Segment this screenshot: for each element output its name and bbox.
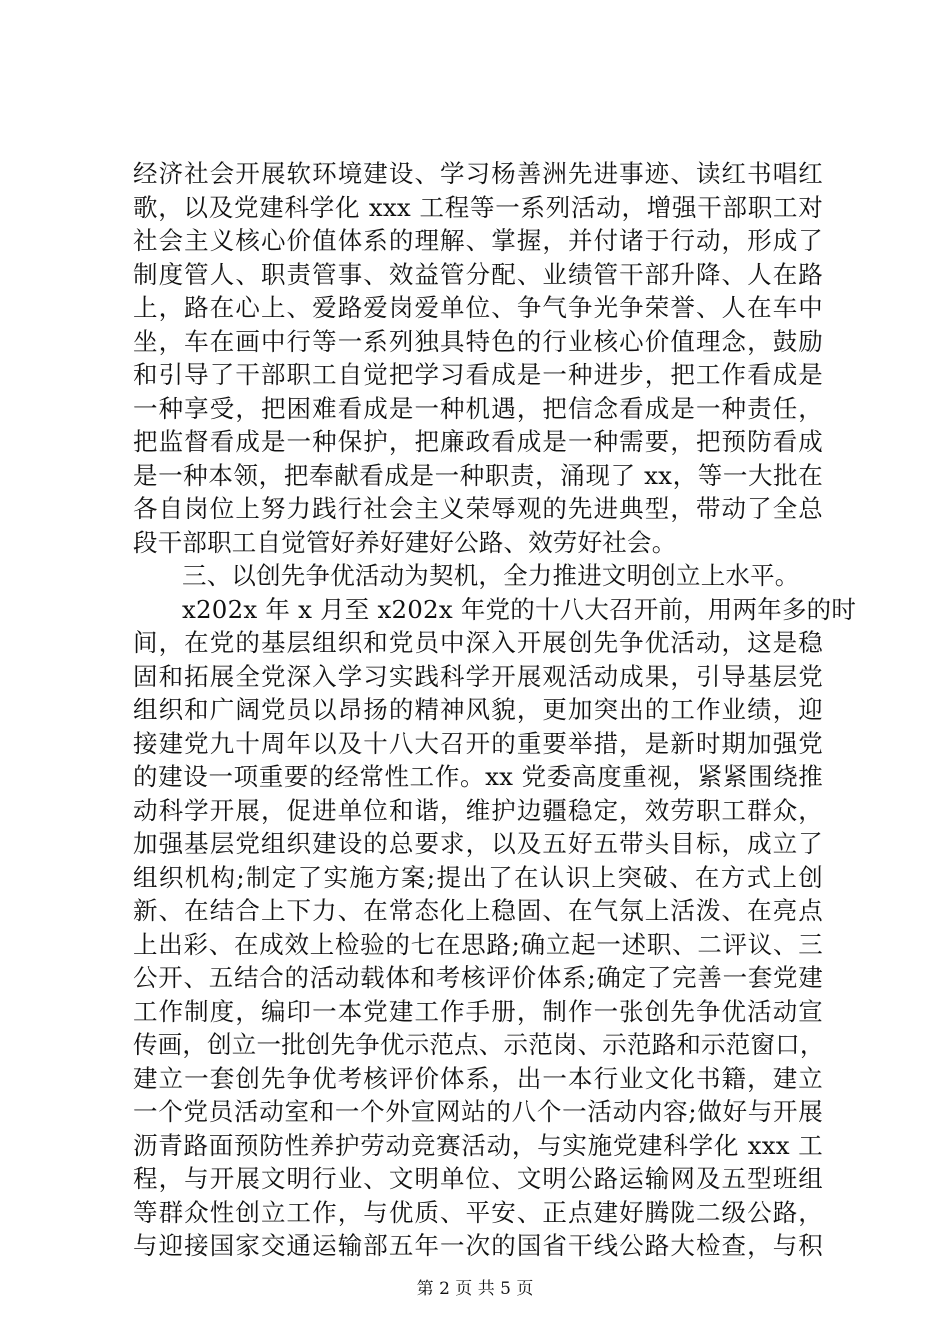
text-line: 段干部职工自觉管好养好建好公路、效劳好社会。 [133,527,677,557]
text-line: x202x 年 x 月至 x202x 年党的十八大召开前，用两年多的时 [182,594,857,624]
text-line: 工作制度，编印一本党建工作手册，制作一张创先争优活动宣 [133,996,823,1026]
text-line: 组织和广阔党员以昂扬的精神风貌，更加突出的工作业绩，迎 [133,695,823,724]
text-line: 是一种本领，把奉献看成是一种职责，涌现了 xx，等一大批在 [133,460,823,490]
text-line: 组织机构;制定了实施方案;提出了在认识上突破、在方式上创 [133,862,823,892]
text-line: 动科学开展，促进单位和谐，维护边疆稳定，效劳职工群众， [133,795,823,825]
text-line: 上，路在心上、爱路爱岗爱单位、争气争光争荣誉、人在车中 [133,293,823,322]
text-line: 各自岗位上努力践行社会主义荣辱观的先进典型，带动了全总 [133,494,823,523]
text-line: 把监督看成是一种保护，把廉政看成是一种需要，把预防看成 [133,427,823,456]
text-line: 与迎接国家交通运输部五年一次的国省干线公路大检查，与积 [133,1231,823,1260]
text-line: 程，与开展文明行业、文明单位、文明公路运输网及五型班组 [133,1164,823,1193]
text-line: 新、在结合上下力、在常态化上稳固、在气氛上活泼、在亮点 [133,896,823,925]
text-line: 固和拓展全党深入学习实践科学开展观活动成果，引导基层党 [133,661,823,691]
text-line: 经济社会开展软环境建设、学习杨善洲先进事迹、读红书唱红 [133,159,823,188]
text-line: 传画，创立一批创先争优示范点、示范岗、示范路和示范窗口， [133,1030,825,1059]
text-line: 歌，以及党建科学化 xxx 工程等一系列活动，增强干部职工对 [133,192,823,222]
text-line: 等群众性创立工作，与优质、平安、正点建好腾陇二级公路， [133,1197,823,1227]
text-line: 上出彩、在成效上检验的七在思路;确立起一述职、二评议、三 [133,929,823,959]
page-number-footer: 第 2 页 共 5 页 [416,1279,534,1299]
text-line: 接建党九十周年以及十八大召开的重要举措，是新时期加强党 [133,728,823,758]
text-line: 三、以创先争优活动为契机，全力推进文明创立上水平。 [182,561,800,590]
text-line: 制度管人、职责管事、效益管分配、业绩管干部升降、人在路 [133,259,823,289]
text-line: 的建设一项重要的经常性工作。xx 党委高度重视，紧紧围绕推 [133,762,823,791]
text-line: 公开、五结合的活动载体和考核评价体系;确定了完善一套党建 [133,963,823,992]
text-line: 加强基层党组织建设的总要求，以及五好五带头目标，成立了 [133,829,823,858]
text-line: 和引导了干部职工自觉把学习看成是一种进步，把工作看成是 [133,360,823,389]
text-line: 沥青路面预防性养护劳动竞赛活动，与实施党建科学化 xxx 工 [133,1130,823,1160]
text-line: 间，在党的基层组织和党员中深入开展创先争优活动，这是稳 [133,628,823,657]
text-line: 社会主义核心价值体系的理解、掌握，并付诸于行动，形成了 [133,226,823,255]
text-line: 一个党员活动室和一个外宣网站的八个一活动内容;做好与开展 [133,1097,823,1126]
text-line: 一种享受，把困难看成是一种机遇，把信念看成是一种责任， [133,393,823,423]
text-line: 建立一套创先争优考核评价体系，出一本行业文化书籍，建立 [133,1063,823,1093]
text-line: 坐，车在画中行等一系列独具特色的行业核心价值理念，鼓励 [133,326,823,356]
body-text [133,157,857,1263]
